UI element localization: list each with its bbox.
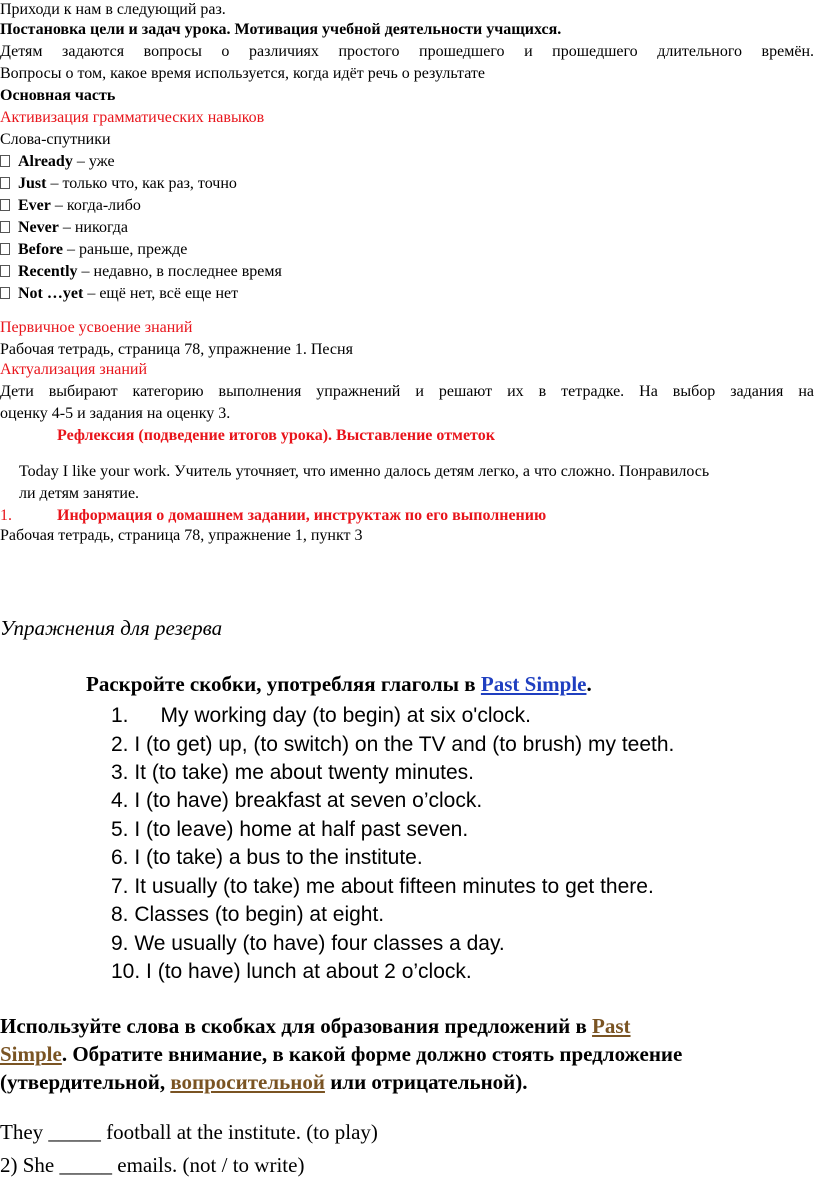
list-item: 8. Classes (to begin) at eight. [111, 903, 385, 926]
list-item [0, 240, 187, 260]
main-part-heading: Основная часть [0, 87, 116, 104]
satellite-word: Not …yet [18, 285, 84, 302]
satellite-word: Never [18, 219, 59, 236]
task2-rest: . Обратите внимание, в какой форме должно стоять предложение [61, 1042, 683, 1066]
task2-l3-suffix: или отрицательной). [324, 1070, 528, 1094]
past-link[interactable]: Past [592, 1014, 631, 1038]
checkbox-bullet-icon [0, 155, 10, 167]
task2-prefix: Используйте слова в скобках для образования предложений в [0, 1014, 593, 1038]
list-item [0, 262, 282, 282]
primary-heading: Первичное усвоение знаний [0, 319, 193, 336]
satellite-word: Just [18, 175, 47, 192]
workbook-line-1: Рабочая тетрадь, страница 78, упражнение 1. Песня [0, 341, 353, 358]
checkbox-bullet-icon [0, 177, 10, 189]
satellite-word: Before [18, 241, 64, 258]
simple-link[interactable]: Simple [0, 1042, 62, 1066]
list-item [0, 174, 237, 194]
checkbox-bullet-icon [0, 265, 10, 277]
checkbox-bullet-icon [0, 287, 10, 299]
today-line-2: ли детям занятие. [19, 485, 140, 502]
satellite-word: Recently [18, 263, 78, 280]
children-line-1: Дети выбирают категорию выполнения упражнений и решают их в тетрадке. На выбор задания на [0, 383, 814, 400]
list-item [0, 152, 115, 172]
task2-heading-line-3 [0, 1068, 528, 1096]
task1-suffix: . [586, 672, 592, 696]
list-item: 4. I (to have) breakfast at seven o’clock. [111, 789, 483, 812]
satellite-word: Ever [18, 197, 51, 214]
list-item [0, 196, 141, 216]
past-simple-link[interactable]: Past Simple [480, 672, 587, 696]
today-line-1: Today I like your work. Учитель уточняет, что именно далось детям легко, а что сложно. Понравилось [19, 463, 710, 480]
list-item: 9. We usually (to have) four classes a day. [111, 932, 505, 955]
satellite-meaning: – никогда [58, 219, 128, 236]
reserve-heading: Упражнения для резерва [0, 616, 223, 640]
task2-heading-line-1 [0, 1012, 631, 1040]
list-item: 6. I (to take) a bus to the institute. [111, 846, 423, 869]
list-item: 7. It usually (to take) me about fifteen minutes to get there. [111, 875, 654, 898]
workbook-line-2: Рабочая тетрадь, страница 78, упражнение 1, пункт 3 [0, 527, 363, 544]
questions-line-1: Детям задаются вопросы о различиях простого прошедшего и прошедшего длительного времён. [0, 43, 814, 60]
satellite-meaning: – когда-либо [50, 197, 141, 214]
checkbox-bullet-icon [0, 243, 10, 255]
item-text: My working day (to begin) at six o'clock. [160, 704, 531, 727]
item-number: 1. [111, 704, 129, 727]
task2-heading-line-2 [0, 1040, 682, 1068]
task1-heading [86, 670, 592, 698]
task2-item: 2) She _____ emails. (not / to write) [0, 1153, 305, 1177]
satellite-meaning: – только что, как раз, точно [46, 175, 237, 192]
checkbox-bullet-icon [0, 221, 10, 233]
task2-l3-prefix: (утвердительной, [0, 1070, 171, 1094]
reflection-heading: Рефлексия (подведение итогов урока). Выставление отметок [57, 427, 495, 444]
list-item [0, 218, 128, 238]
satellite-word: Already [18, 153, 73, 170]
list-item [111, 702, 531, 730]
homework-number: 1. [0, 507, 12, 524]
satellite-meaning: – уже [72, 153, 115, 170]
list-item: 2. I (to get) up, (to switch) on the TV and (to brush) my teeth. [111, 733, 675, 756]
satellite-meaning: – недавно, в последнее время [77, 263, 282, 280]
list-item: 10. I (to have) lunch at about 2 o’clock. [111, 960, 472, 983]
task1-prefix: Раскройте скобки, употребляя глаголы в [86, 672, 481, 696]
questions-line-2: Вопросы о том, какое время используется, когда идёт речь о результате [0, 65, 485, 82]
goal-heading: Постановка цели и задач урока. Мотивация учебной деятельности учащихся. [0, 21, 562, 38]
list-item: 5. I (to leave) home at half past seven. [111, 818, 469, 841]
list-item [0, 284, 238, 304]
grammar-heading: Активизация грамматических навыков [0, 109, 265, 126]
actualization-heading: Актуализация знаний [0, 361, 148, 378]
satellites-label: Слова-спутники [0, 131, 111, 148]
interrogative-link[interactable]: вопросительной [170, 1070, 325, 1094]
homework-heading: Информация о домашнем задании, инструктаж по его выполнению [57, 507, 547, 524]
intro-text: Приходи к нам в следующий раз. [0, 1, 226, 18]
list-item: 3. It (to take) me about twenty minutes. [111, 761, 474, 784]
children-line-2: оценку 4-5 и задания на оценку 3. [0, 405, 231, 422]
satellite-meaning: – раньше, прежде [63, 241, 188, 258]
satellite-meaning: – ещё нет, всё еще нет [83, 285, 239, 302]
task2-item: They _____ football at the institute. (to play) [0, 1120, 378, 1144]
checkbox-bullet-icon [0, 199, 10, 211]
